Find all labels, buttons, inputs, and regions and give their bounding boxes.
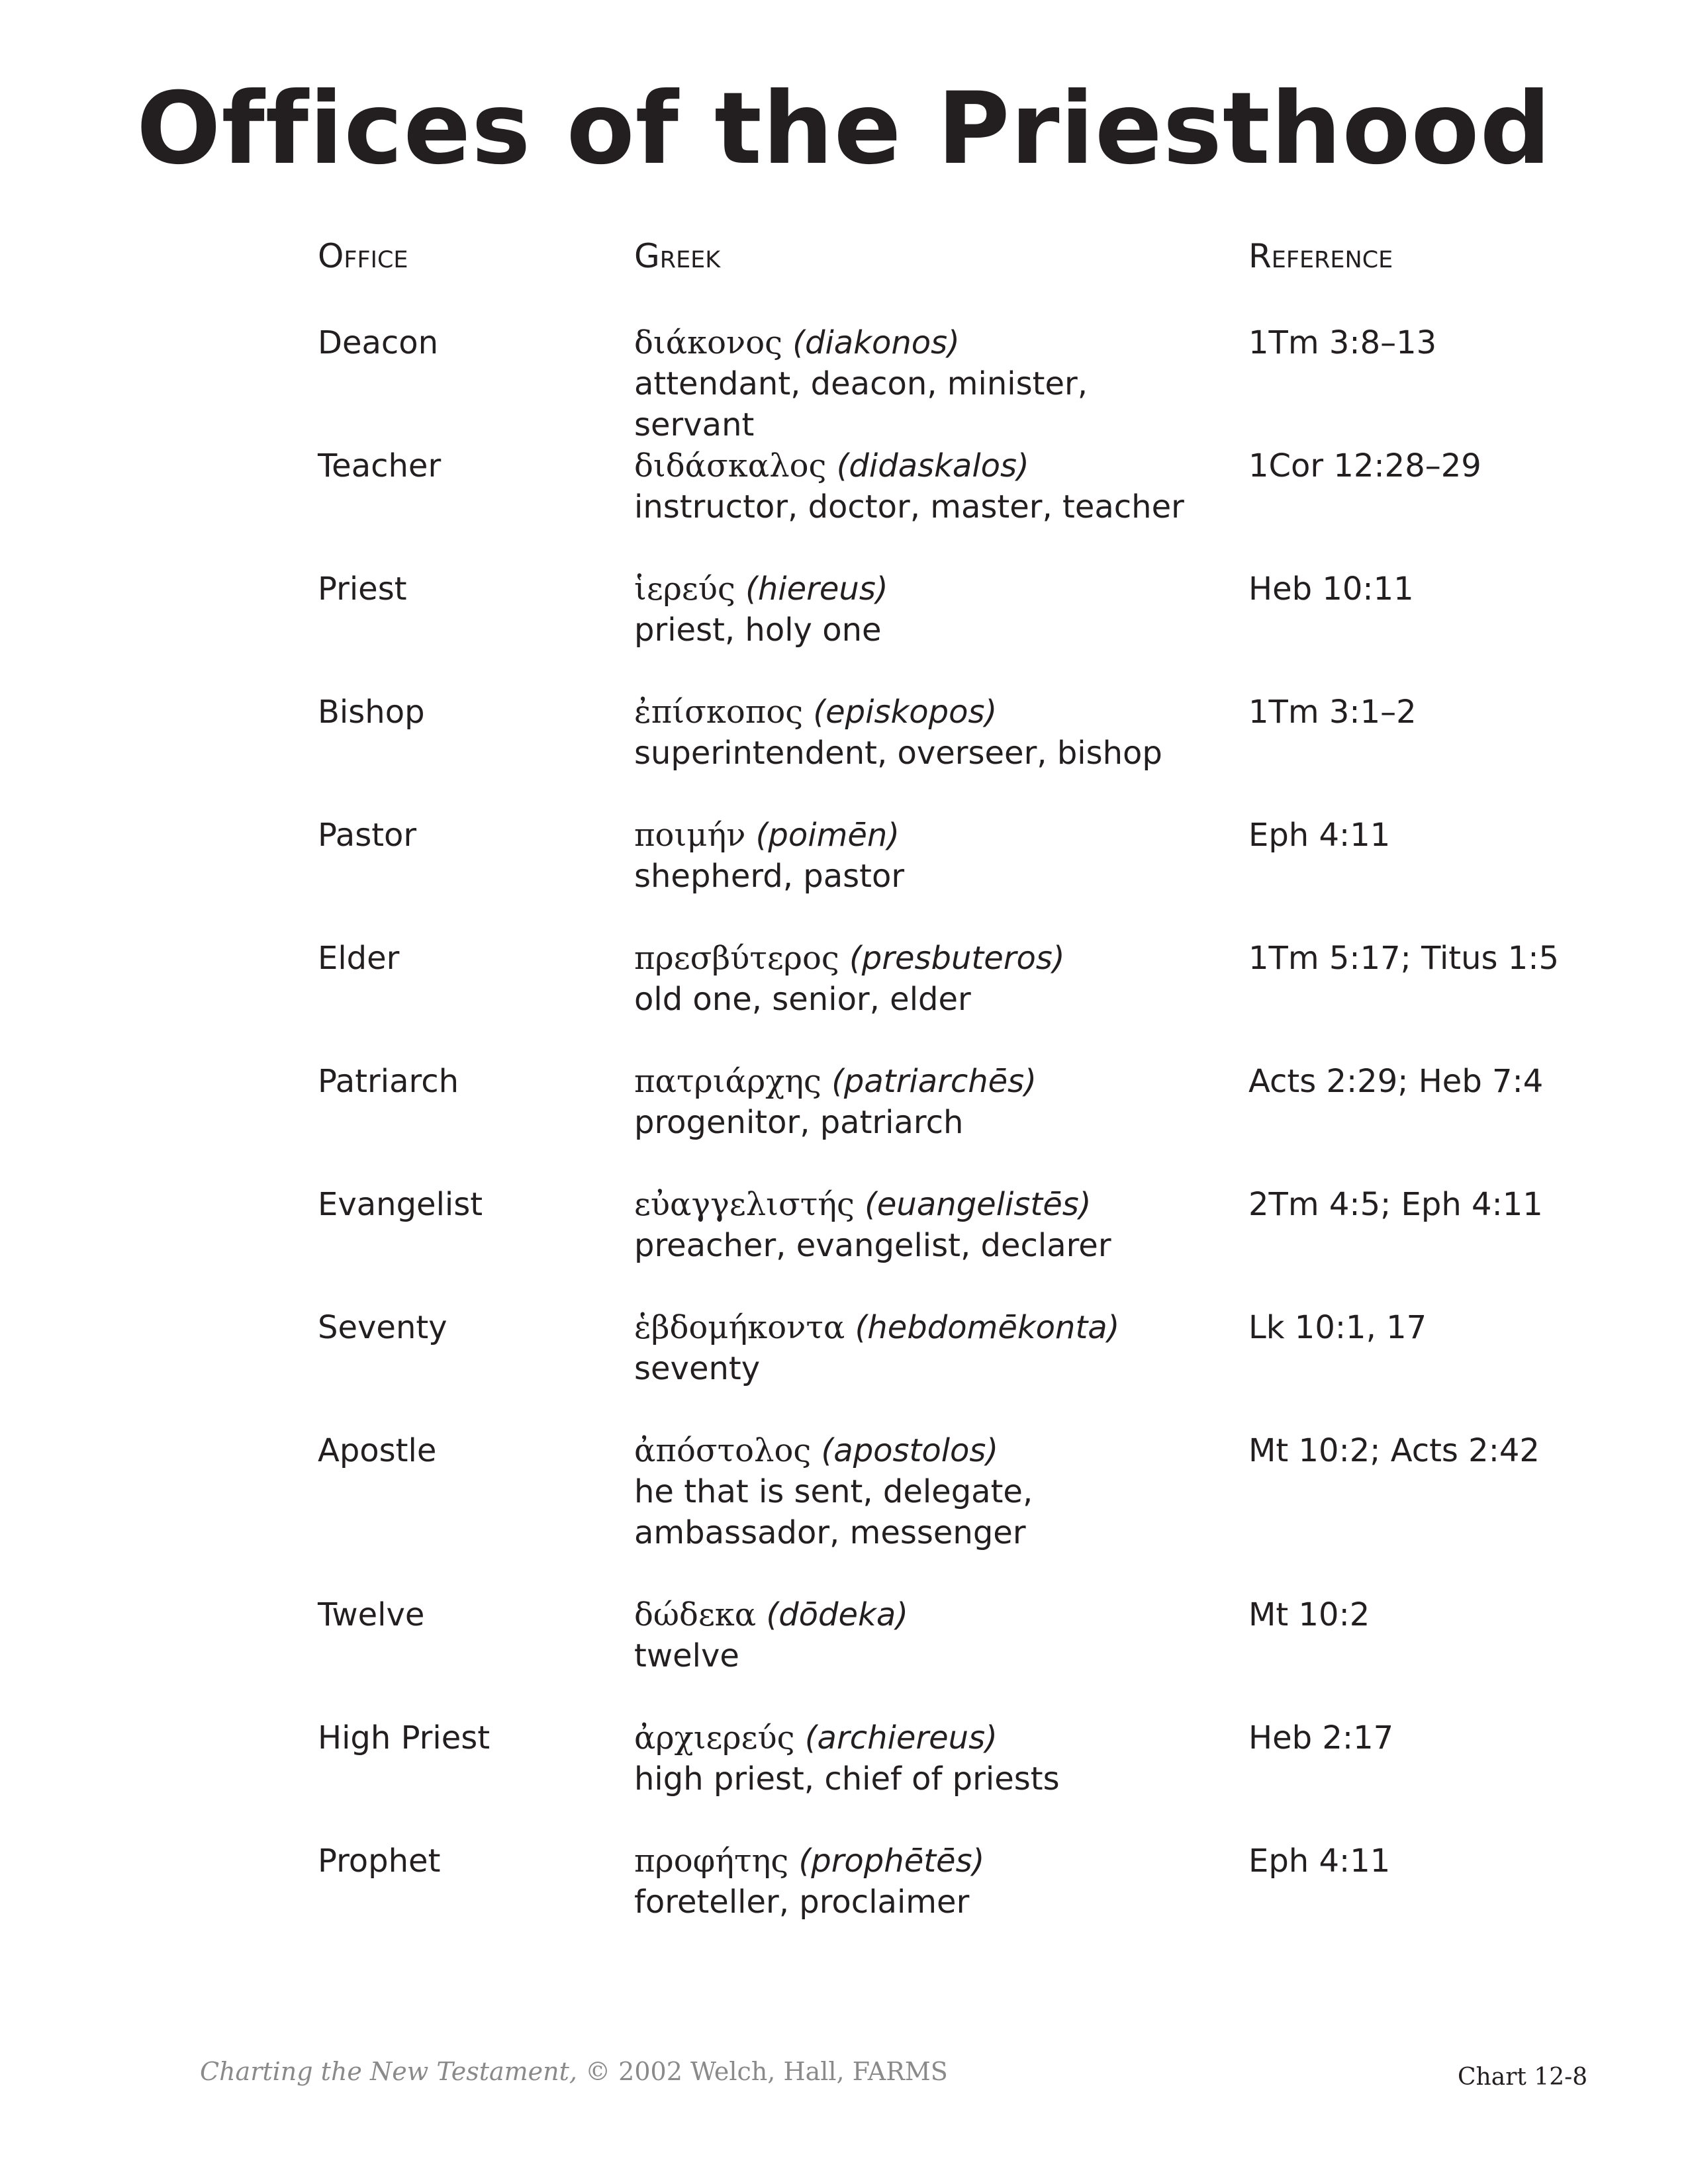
meaning: seventy [634,1350,761,1387]
greek-cell [634,1307,1217,1389]
greek-word: πατριάρχης [634,1063,821,1100]
reference: 1Cor 12:28–29 [1248,447,1481,484]
meaning: twelve [634,1637,739,1674]
greek-word: διάκονος [634,324,782,361]
greek-word: ἀρχιερεύς [634,1719,795,1756]
meaning: preacher, evangelist, declarer [634,1227,1111,1264]
office-name: High Priest [318,1719,491,1756]
greek-cell [634,1594,1217,1676]
greek-word: ἐπίσκοπος [634,694,804,731]
transliteration: (episkopos) [813,694,998,731]
transliteration: (apostolos) [821,1432,999,1469]
reference: Lk 10:1, 17 [1248,1309,1427,1346]
transliteration: (poimēn) [755,817,900,854]
office-name: Patriarch [318,1063,459,1100]
greek-word: ἱερεύς [634,570,735,608]
copyright: © 2002 Welch, Hall, FARMS [585,2057,948,2086]
greek-word: ἀπόστολος [634,1432,812,1469]
greek-word: δώδεκα [634,1596,757,1633]
transliteration: (hebdomēkonta) [855,1309,1120,1346]
greek-word: ἑβδομήκοντα [634,1309,845,1346]
reference: 1Tm 3:8–13 [1248,324,1437,361]
transliteration: (didaskalos) [836,447,1029,484]
reference: 1Tm 3:1–2 [1248,694,1417,731]
reference: Eph 4:11 [1248,817,1391,854]
reference: Mt 10:2; Acts 2:42 [1248,1432,1540,1469]
greek-cell [634,322,1217,445]
office-name: Teacher [318,447,442,484]
greek-cell [634,692,1217,774]
transliteration: (prophētēs) [798,1843,985,1880]
column-header-office: Office [318,237,408,275]
greek-word: πρεσβύτερος [634,940,839,977]
office-name: Apostle [318,1432,437,1469]
reference: Mt 10:2 [1248,1596,1370,1633]
greek-cell [634,938,1217,1020]
greek-cell [634,1717,1217,1799]
reference: Acts 2:29; Heb 7:4 [1248,1063,1544,1100]
greek-cell [634,815,1217,897]
greek-cell [634,1430,1217,1553]
office-name: Bishop [318,694,425,731]
chart-number: Chart 12-8 [1458,2064,1588,2091]
reference: Heb 10:11 [1248,570,1414,608]
meaning: foreteller, proclaimer [634,1884,970,1921]
transliteration: (presbuteros) [849,940,1065,977]
transliteration: (diakonos) [792,324,960,361]
transliteration: (archiereus) [804,1719,998,1756]
greek-word: ποιμήν [634,817,746,854]
office-name: Twelve [318,1596,425,1633]
meaning: instructor, doctor, master, teacher [634,488,1184,525]
meaning: high priest, chief of priests [634,1760,1060,1797]
office-name: Seventy [318,1309,447,1346]
office-name: Pastor [318,817,417,854]
office-name: Elder [318,940,400,977]
meaning: old one, senior, elder [634,981,971,1018]
transliteration: (patriarchēs) [831,1063,1037,1100]
greek-cell [634,569,1217,651]
office-name: Priest [318,570,407,608]
greek-cell [634,1841,1217,1923]
transliteration: (hiereus) [745,570,888,608]
meaning: he that is sent, delegate, [634,1473,1033,1510]
office-name: Deacon [318,324,439,361]
transliteration: (euangelistēs) [865,1186,1092,1223]
footer-citation [200,2057,948,2086]
transliteration: (dōdeka) [766,1596,908,1633]
greek-word: διδάσκαλος [634,447,827,484]
office-name: Evangelist [318,1186,483,1223]
greek-cell [634,1184,1217,1266]
meaning-continued: ambassador, messenger [634,1514,1026,1551]
greek-cell [634,445,1217,527]
book-title: Charting the New Testament, [200,2057,577,2086]
greek-word: εὐαγγελιστής [634,1186,855,1223]
office-name: Prophet [318,1843,441,1880]
meaning: superintendent, overseer, bishop [634,735,1162,772]
page-title: Offices of the Priesthood [136,71,1552,187]
reference: Eph 4:11 [1248,1843,1391,1880]
meaning: progenitor, patriarch [634,1104,964,1141]
greek-cell [634,1061,1217,1143]
reference: 1Tm 5:17; Titus 1:5 [1248,940,1560,977]
meaning: attendant, deacon, minister, servant [634,365,1088,443]
column-header-reference: Reference [1248,237,1393,275]
greek-word: προφήτης [634,1843,789,1880]
reference: Heb 2:17 [1248,1719,1394,1756]
column-header-greek: Greek [634,237,721,275]
meaning: priest, holy one [634,612,882,649]
meaning: shepherd, pastor [634,858,905,895]
reference: 2Tm 4:5; Eph 4:11 [1248,1186,1543,1223]
